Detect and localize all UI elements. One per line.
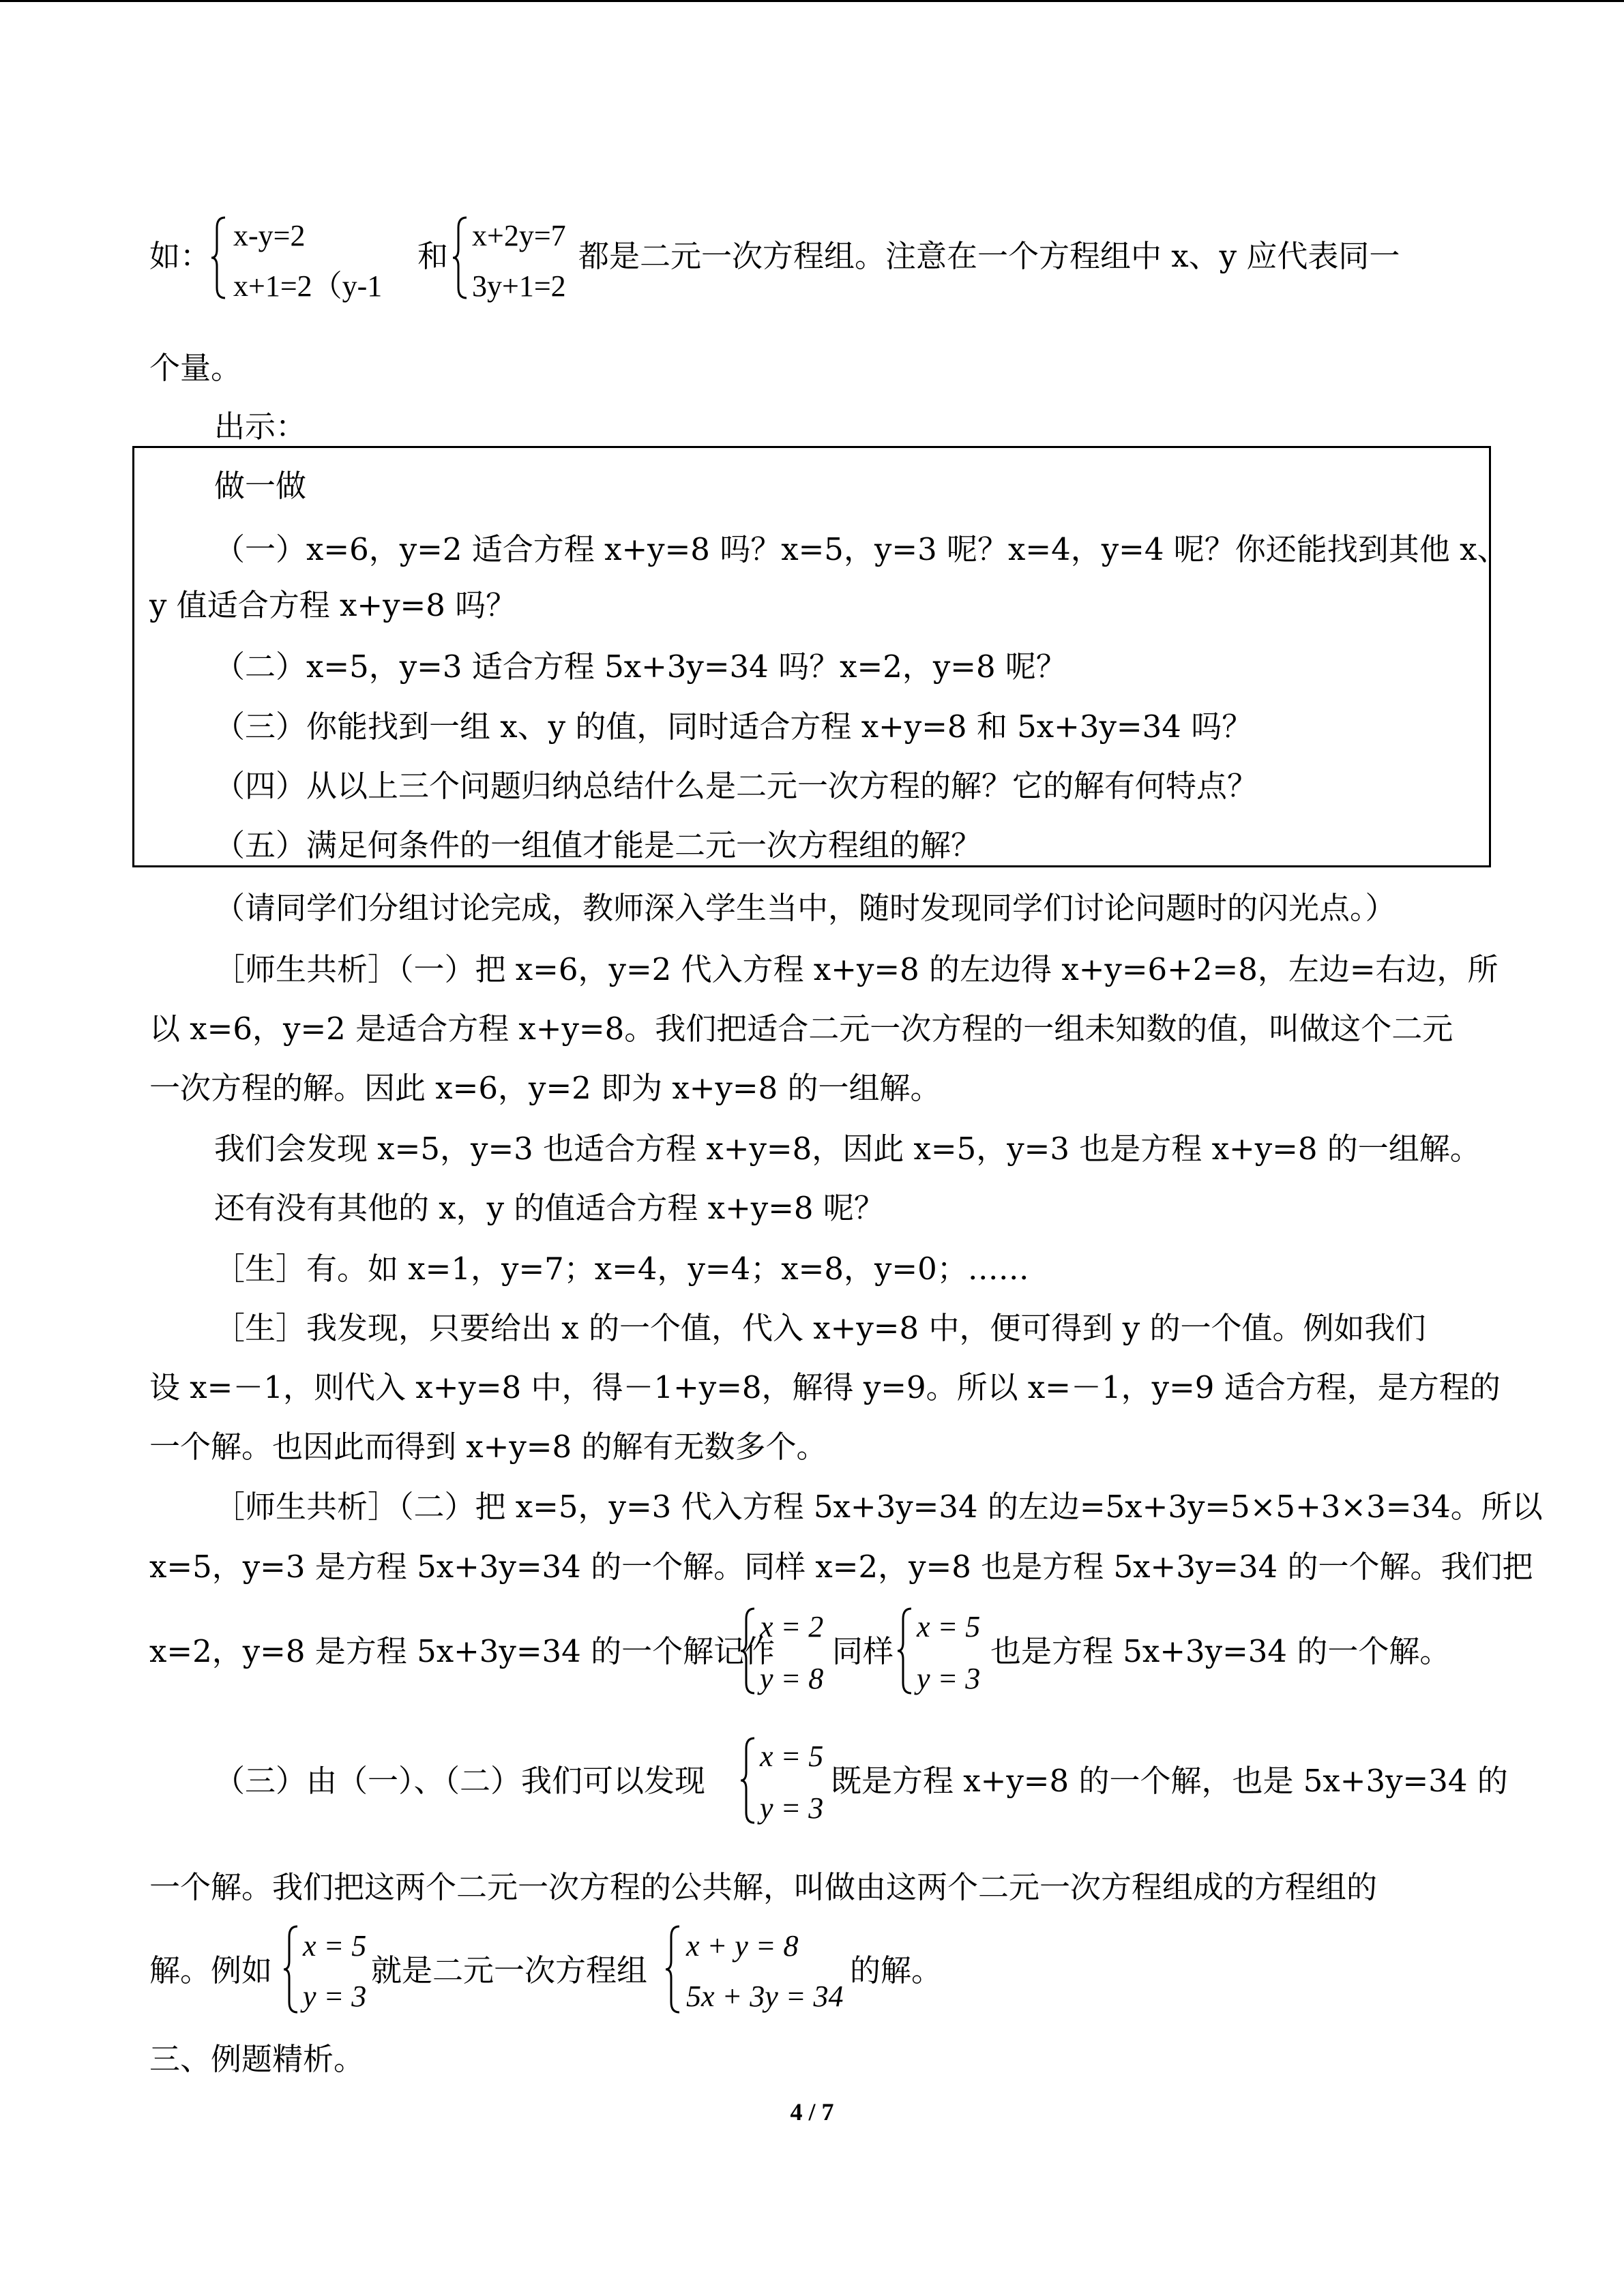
paragraph-analysis-3c-post: 的解。 (850, 1952, 943, 1988)
intro-suffix: 都是二元一次方程组。注意在一个方程组中 x、y 应代表同一 (578, 238, 1400, 274)
paragraph-analysis-1a: ［师生共析］（一）把 x=6，y=2 代入方程 x+y=8 的左边得 x+y=6+2=8，左边=右边，所 (214, 951, 1498, 987)
exercise-title: 做一做 (214, 468, 307, 504)
paragraph-observe: 我们会发现 x=5，y=3 也适合方程 x+y=8，因此 x=5，y=3 也是方程 x+y=8 的一组解。 (214, 1131, 1481, 1167)
solution-x-5: x = 5 (917, 1610, 981, 1643)
paragraph-analysis-2c-pre: x=2，y=8 是方程 5x+3y=34 的一个解记作 (149, 1633, 776, 1669)
solution-y-3: y = 3 (917, 1662, 981, 1695)
left-brace-icon (738, 1607, 758, 1695)
system1-eq1: x-y=2 (233, 219, 306, 252)
paragraph-student-2c: 一个解。也因此而得到 x+y=8 的解有无数多个。 (149, 1429, 827, 1465)
paragraph-analysis-2a: ［师生共析］（二）把 x=5，y=3 代入方程 5x+3y=34 的左边=5x+3y=5×5+3×3=34。所以 (214, 1489, 1543, 1525)
question-3: （三）你能找到一组 x、y 的值，同时适合方程 x+y=8 和 5x+3y=34 吗？ (214, 709, 1253, 745)
left-brace-icon (895, 1607, 915, 1695)
page-number: 4 / 7 (790, 2098, 834, 2126)
question-1a: （一）x=6，y=2 适合方程 x+y=8 吗？x=5，y=3 呢？x=4，y=4 呢？你还能找到其他 x、 (214, 531, 1508, 567)
intro-connector: 和 (417, 238, 449, 274)
question-5: （五）满足何条件的一组值才能是二元一次方程组的解？ (214, 827, 982, 863)
system-eq-xy8: x + y = 8 (686, 1929, 799, 1963)
paragraph-student-2a: ［生］我发现，只要给出 x 的一个值，代入 x+y=8 中，便可得到 y 的一个值。例如我们 (214, 1310, 1426, 1346)
left-brace-icon (450, 215, 471, 300)
system-eq-5x3y34: 5x + 3y = 34 (686, 1980, 844, 2013)
intro-prefix: 如： (149, 238, 211, 274)
paragraph-analysis-3-post: 既是方程 x+y=8 的一个解，也是 5x+3y=34 的 (831, 1763, 1508, 1799)
left-brace-icon (738, 1736, 758, 1825)
paragraph-question: 还有没有其他的 x，y 的值适合方程 x+y=8 呢？ (214, 1190, 885, 1226)
solution-y-3: y = 3 (760, 1791, 824, 1825)
left-brace-icon (209, 215, 229, 300)
paragraph-student-1: ［生］有。如 x=1，y=7；x=4，y=4；x=8，y=0；…… (214, 1251, 1029, 1287)
system2-eq2: 3y+1=2 (472, 269, 566, 303)
paragraph-student-2b: 设 x=－1，则代入 x+y=8 中，得－1+y=8，解得 y=9。所以 x=－1，y=9 适合方程，是方程的 (149, 1369, 1501, 1405)
paragraph-analysis-3b: 一个解。我们把这两个二元一次方程的公共解，叫做由这两个二元一次方程组成的方程组的 (149, 1869, 1378, 1905)
left-brace-icon (663, 1924, 683, 2014)
paragraph-analysis-1b: 以 x=6，y=2 是适合方程 x+y=8。我们把适合二元一次方程的一组未知数的值，叫做这个二元 (149, 1011, 1453, 1047)
solution-y-8: y = 8 (760, 1662, 824, 1695)
paragraph-analysis-3-pre: （三）由（一）、（二）我们可以发现 (214, 1763, 706, 1799)
question-1b: y 值适合方程 x+y=8 吗？ (149, 587, 517, 623)
solution-x-5: x = 5 (760, 1740, 824, 1773)
system1-eq2: x+1=2（y-1 (233, 269, 383, 303)
solution-x-2: x = 2 (760, 1610, 824, 1643)
paragraph-analysis-2c-post: 也是方程 5x+3y=34 的一个解。 (990, 1633, 1451, 1669)
top-border (0, 0, 1624, 2)
paragraph-discussion: （请同学们分组讨论完成，教师深入学生当中，随时发现同学们讨论问题时的闪光点。） (214, 890, 1396, 926)
paragraph-analysis-2b: x=5，y=3 是方程 5x+3y=34 的一个解。同样 x=2，y=8 也是方程 5x+3y=34 的一个解。我们把 (149, 1549, 1533, 1585)
paragraph-analysis-2c-mid: 同样 (832, 1633, 894, 1669)
section-heading-examples: 三、例题精析。 (149, 2041, 365, 2077)
intro-continuation: 个量。 (149, 350, 242, 386)
paragraph-analysis-1c: 一次方程的解。因此 x=6，y=2 即为 x+y=8 的一组解。 (149, 1070, 941, 1106)
paragraph-analysis-3c-mid: 就是二元一次方程组 (371, 1952, 648, 1988)
question-2: （二）x=5，y=3 适合方程 5x+3y=34 吗？x=2，y=8 呢？ (214, 648, 1067, 685)
left-brace-icon (281, 1924, 301, 2014)
show-label: 出示： (214, 408, 307, 445)
paragraph-analysis-3c-pre: 解。例如 (149, 1952, 273, 1988)
solution-x-5: x = 5 (303, 1929, 367, 1963)
solution-y-3: y = 3 (303, 1980, 367, 2013)
system2-eq1: x+2y=7 (472, 219, 566, 252)
question-4: （四）从以上三个问题归纳总结什么是二元一次方程的解？它的解有何特点？ (214, 768, 1258, 804)
